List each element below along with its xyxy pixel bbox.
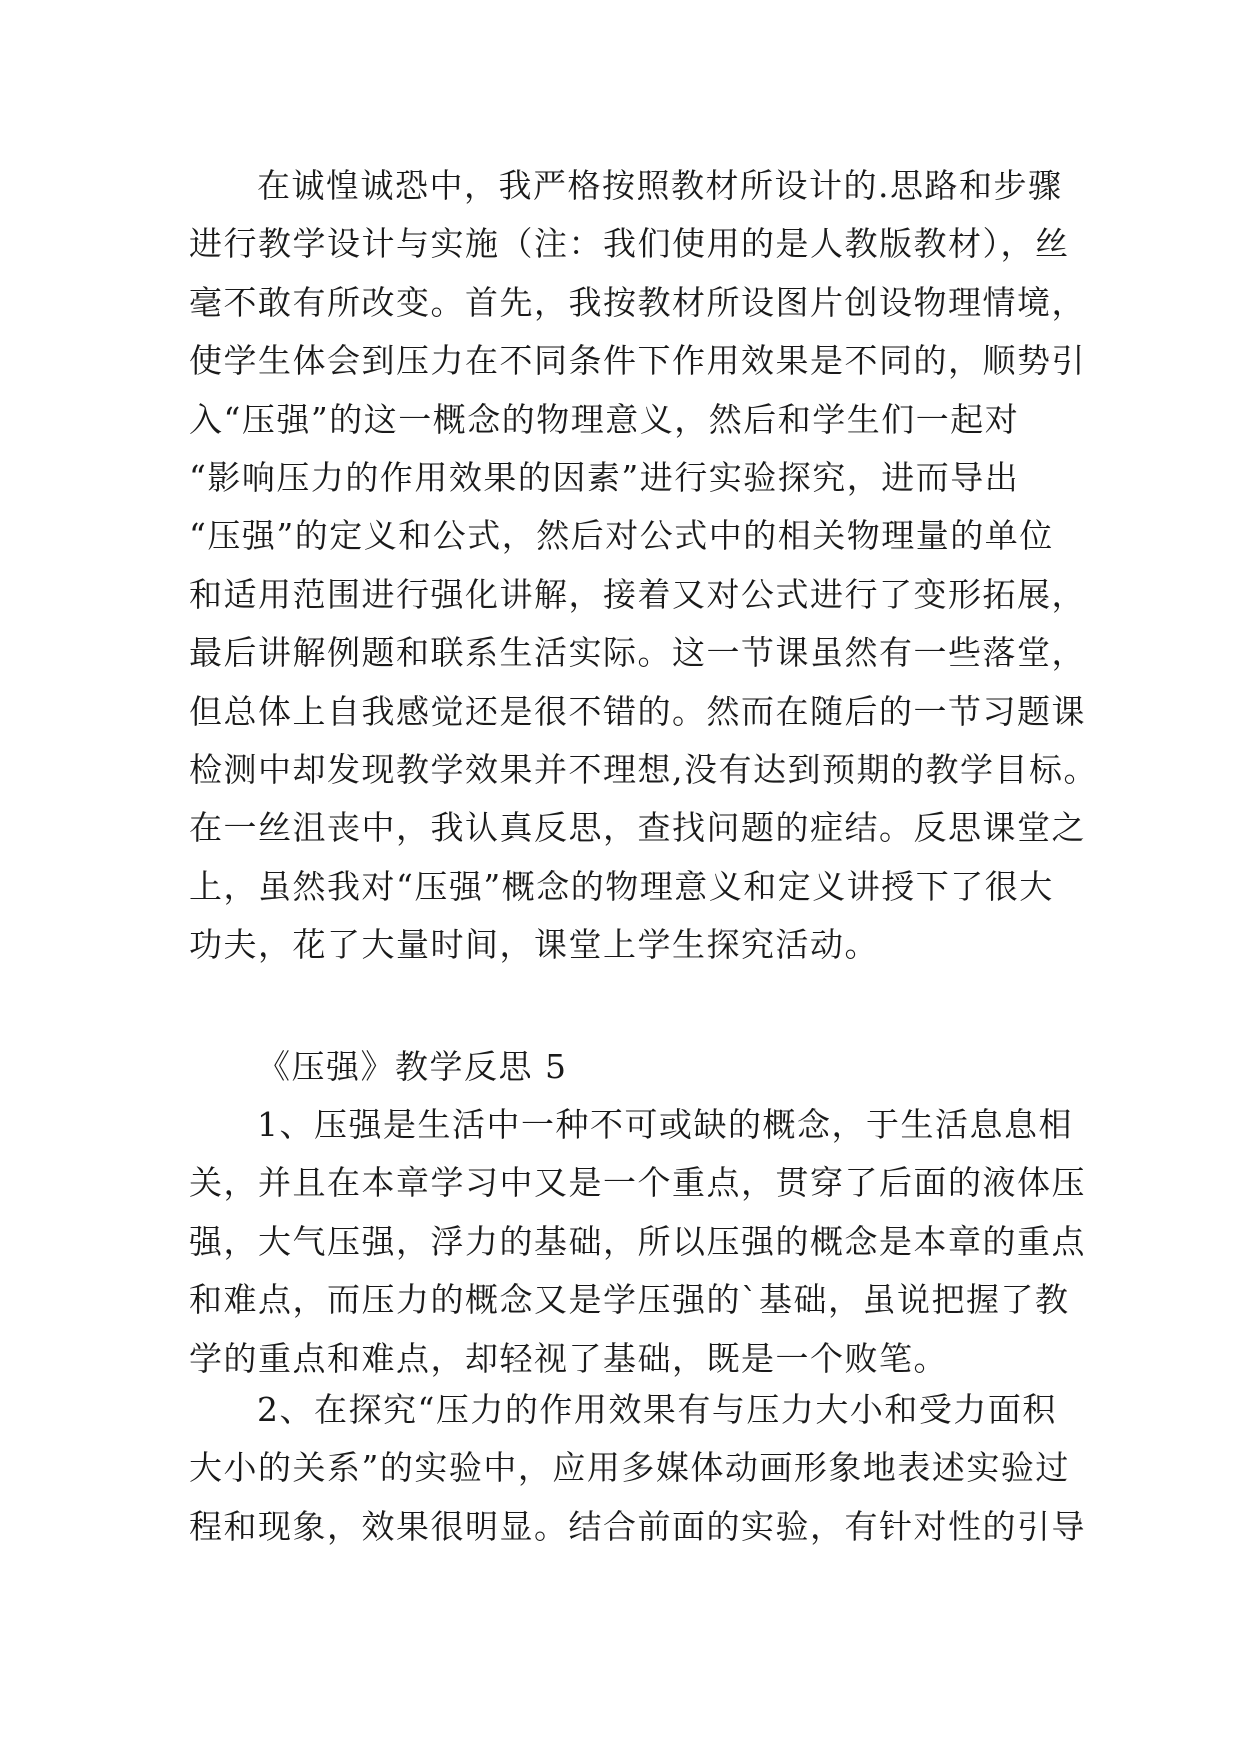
paragraph-line: “影响压力的作用效果的因素”进行实验探究，进而导出 (189, 457, 1020, 497)
paragraph-line: 但总体上自我感觉还是很不错的。然而在随后的一节习题课 (189, 691, 1086, 731)
section-heading (189, 1038, 1069, 1096)
paragraph-line: 检测中却发现教学效果并不理想,没有达到预期的教学目标。 (189, 749, 1098, 789)
paragraph-line: 最后讲解例题和联系生活实际。这一节课虽然有一些落堂， (189, 633, 1086, 673)
paragraph-line: 1、压强是生活中一种不可或缺的概念，于生活息息相 (257, 1105, 1073, 1144)
paragraph-line: 在诚惶诚恐中，我严格按照教材所设计的.思路和步骤 (257, 166, 1063, 205)
paragraph-line: 入“压强”的这一概念的物理意义，然后和学生们一起对 (189, 399, 1020, 439)
paragraph-1 (189, 157, 1098, 974)
paragraph-line: 在一丝沮丧中，我认真反思，查找问题的症结。反思课堂之 (189, 808, 1086, 848)
paragraph-line: 和难点，而压力的概念又是学压强的`基础，虽说把握了教 (189, 1280, 1070, 1320)
paragraph-line: 进行教学设计与实施（注：我们使用的是人教版教材），丝 (189, 224, 1070, 264)
paragraph-line: 使学生体会到压力在不同条件下作用效果是不同的，顺势引 (189, 341, 1086, 381)
paragraph-line: 2、在探究“压力的作用效果有与压力大小和受力面积 (257, 1390, 1057, 1429)
paragraph-line: 和适用范围进行强化讲解，接着又对公式进行了变形拓展， (189, 574, 1086, 614)
paragraph-line: 程和现象，效果很明显。结合前面的实验，有针对性的引导 (189, 1506, 1086, 1546)
paragraph-line: 强，大气压强，浮力的基础，所以压强的概念是本章的重点 (189, 1221, 1086, 1261)
paragraph-line: 上，虽然我对“压强”概念的物理意义和定义讲授下了很大 (189, 866, 1054, 906)
paragraph-line: 毫不敢有所改变。首先，我按教材所设图片创设物理情境， (189, 282, 1086, 322)
paragraph-2 (189, 1096, 1086, 1388)
paragraph-line: 大小的关系”的实验中，应用多媒体动画形象地表述实验过 (189, 1448, 1070, 1488)
section-title: 《压强》教学反思 5 (257, 1047, 568, 1086)
paragraph-3 (189, 1381, 1086, 1556)
paragraph-line: 功夫，花了大量时间，课堂上学生探究活动。 (189, 925, 879, 965)
paragraph-line: 学的重点和难点，却轻视了基础，既是一个败笔。 (189, 1338, 948, 1378)
paragraph-line: 关，并且在本章学习中又是一个重点，贯穿了后面的液体压 (189, 1163, 1086, 1203)
paragraph-line: “压强”的定义和公式，然后对公式中的相关物理量的单位 (189, 516, 1054, 556)
